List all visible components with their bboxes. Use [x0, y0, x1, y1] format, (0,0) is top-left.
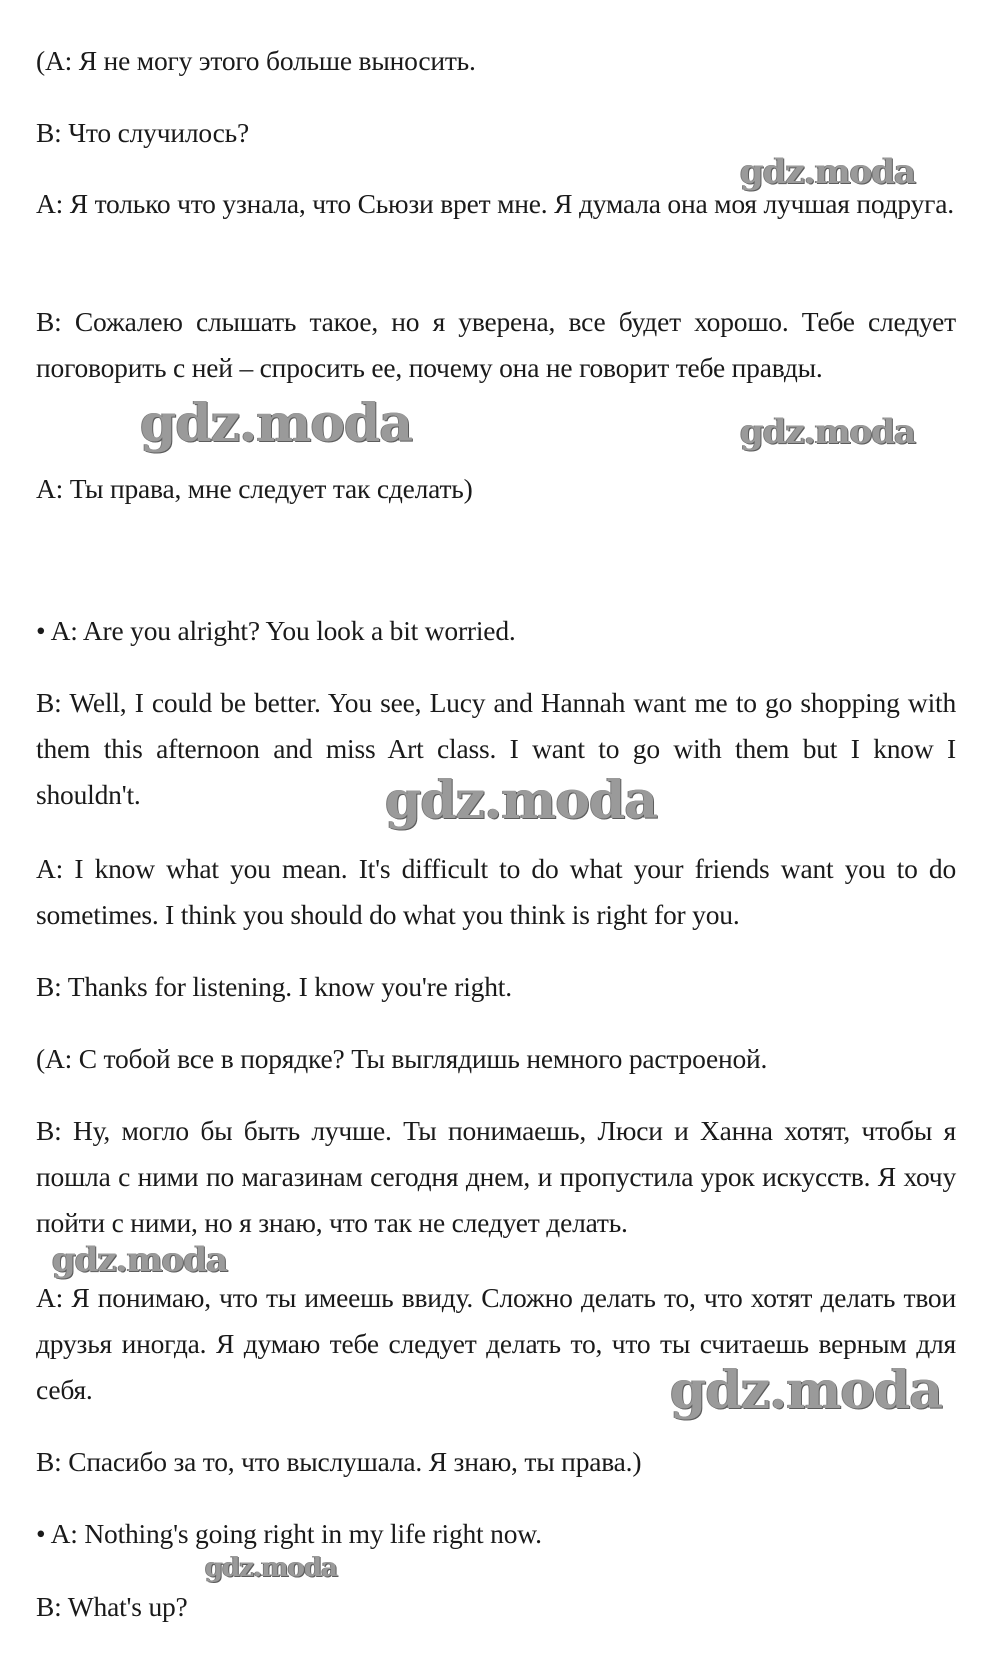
watermark-logo: gdz.moda	[385, 770, 658, 831]
dialogue-line: (A: Я не могу этого больше выносить.	[36, 45, 476, 76]
dialogue-line: • A: Are you alright? You look a bit worried.	[36, 615, 516, 646]
dialogue-line: A: Я только что узнала, что Сьюзи врет мне. Я думала она моя лучшая подруга.	[36, 188, 954, 219]
dialogue-line: (A: С тобой все в порядке? Ты выглядишь немного растроеной.	[36, 1043, 768, 1074]
dialogue-line: B: Спасибо за то, что выслушала. Я знаю, ты права.)	[36, 1446, 642, 1477]
dialogue-line: B: Ну, могло бы быть лучше. Ты понимаешь, Люси и Ханна хотят, чтобы я пошла с ними по магазинам сегодня днем, и пропустила урок искусств. Я хочу пойти с ними, но я знаю, что так не следует делать.	[36, 1115, 956, 1238]
watermark-logo: gdz.moda	[740, 152, 916, 192]
dialogue-line: A: I know what you mean. It's difficult to do what your friends want you to do sometimes. I think you should do what you think is right for you.	[36, 853, 956, 930]
dialogue-line: B: What's up?	[36, 1591, 188, 1622]
watermark-logo: gdz.moda	[205, 1553, 338, 1583]
watermark-logo: gdz.moda	[670, 1360, 943, 1421]
dialogue-line: A: Ты права, мне следует так сделать)	[36, 473, 473, 504]
watermark-logo: gdz.moda	[140, 393, 413, 454]
dialogue-line: B: Thanks for listening. I know you're right.	[36, 971, 512, 1002]
watermark-logo: gdz.moda	[52, 1240, 228, 1280]
dialogue-line: B: Сожалею слышать такое, но я уверена, все будет хорошо. Тебе следует поговорить с ней – спросить ее, почему она не говорит тебе правды.	[36, 306, 956, 383]
dialogue-line: B: Well, I could be better. You see, Lucy and Hannah want me to go shopping with them this afternoon and miss Art class. I want to go with them but I know I shouldn't.	[36, 687, 956, 810]
watermark-logo: gdz.moda	[740, 412, 916, 452]
dialogue-line: A: Я понимаю, что ты имеешь ввиду. Сложно делать то, что хотят делать твои друзья иногда. Я думаю тебе следует делать то, что ты считаешь верным для себя.	[36, 1282, 956, 1405]
dialogue-line: • A: Nothing's going right in my life right now.	[36, 1518, 542, 1549]
dialogue-line: B: Что случилось?	[36, 117, 249, 148]
